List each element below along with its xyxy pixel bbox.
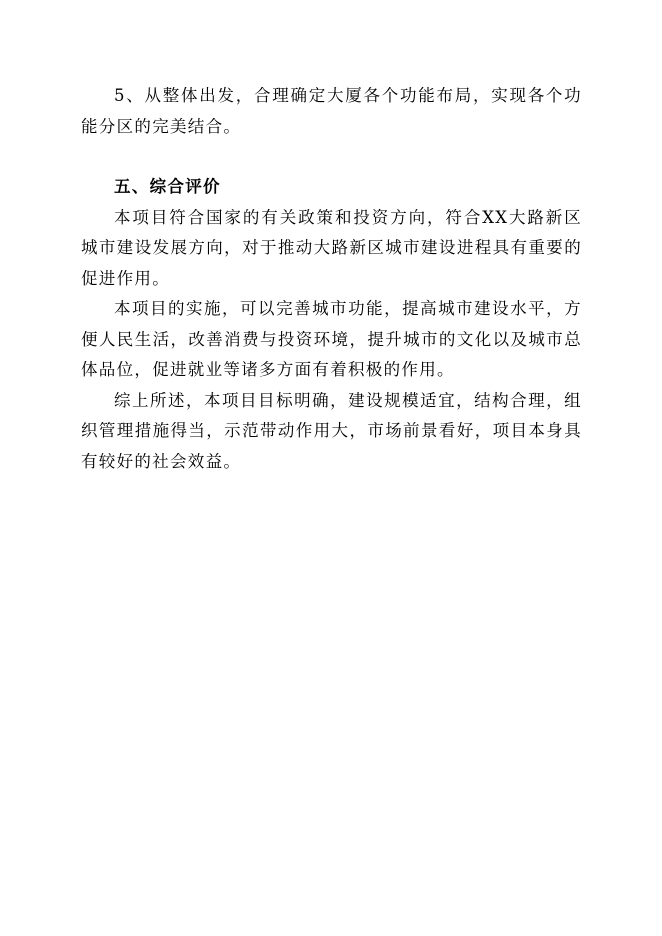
document-body: [81, 81, 582, 477]
section-heading-evaluation: 五、综合评价: [114, 177, 221, 196]
paragraph-layout-goal: 5、从整体出发，合理确定大厦各个功能布局，实现各个功能分区的完美结合。: [81, 86, 582, 136]
paragraph-conclusion: 综上所述，本项目目标明确，建设规模适宜，结构合理，组织管理措施得当，示范带动作用大，市场前景看好，项目本身具有较好的社会效益。: [81, 390, 582, 471]
paragraph-implementation-benefits: 本项目的实施，可以完善城市功能，提高城市建设水平，方便人民生活，改善消费与投资环境，提升城市的文化以及城市总体品位，促进就业等诸多方面有着积极的作用。: [81, 299, 582, 379]
paragraph-policy-compliance: 本项目符合国家的有关政策和投资方向，符合XX大路新区城市建设发展方向，对于推动大路新区城市建设进程具有重要的促进作用。: [81, 207, 582, 288]
